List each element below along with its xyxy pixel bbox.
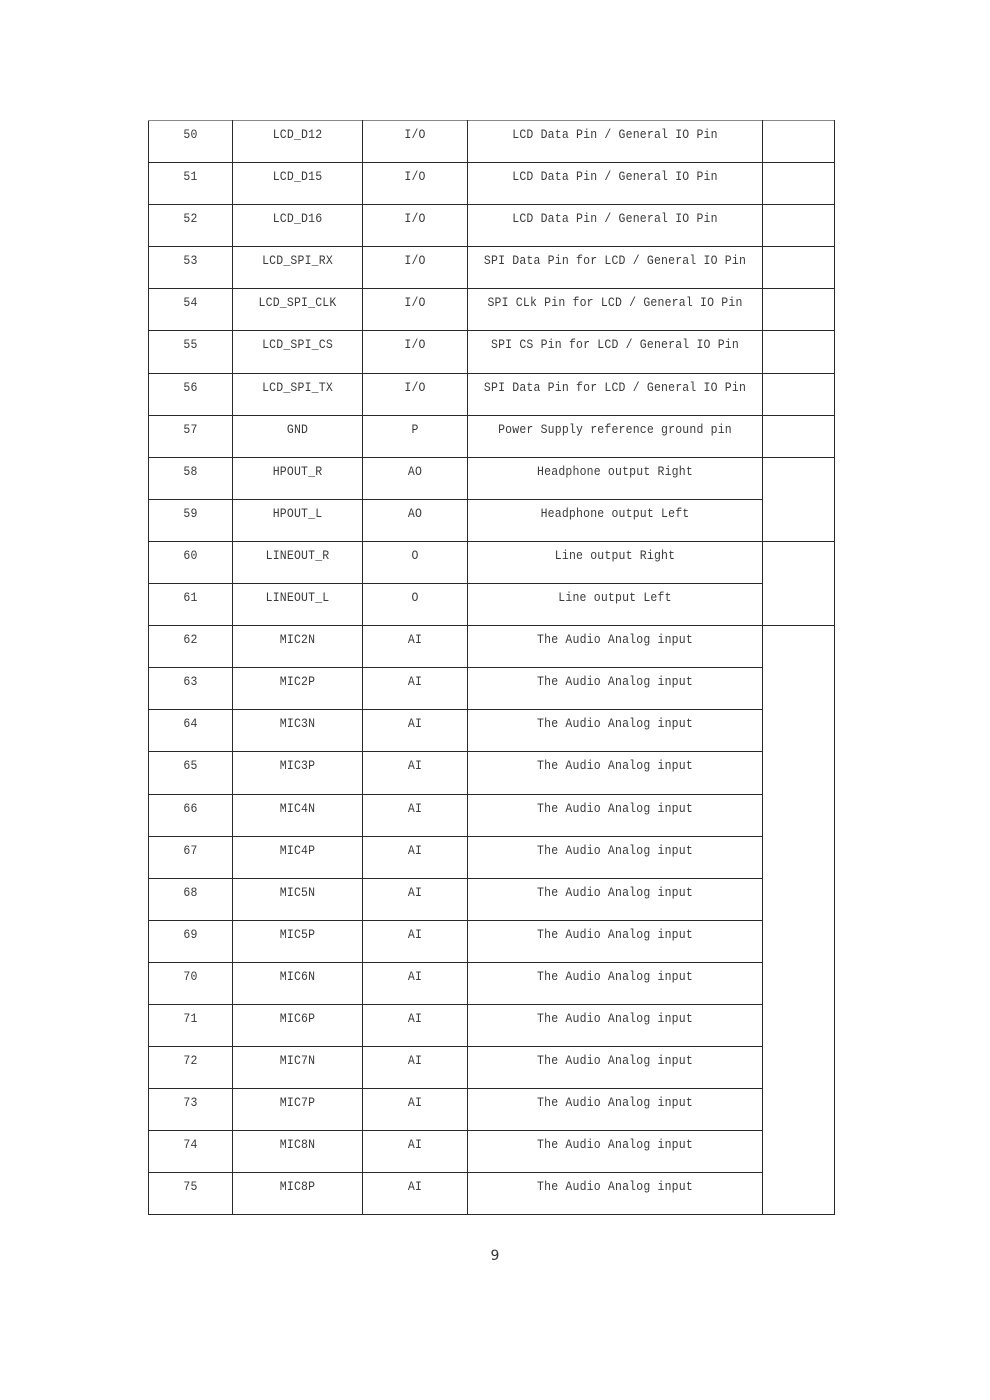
pin-number-cell: 61 — [149, 584, 233, 626]
pin-note-cell — [763, 373, 835, 415]
pin-number-cell: 51 — [149, 163, 233, 205]
pin-number-cell: 50 — [149, 121, 233, 163]
pin-type-cell: AI — [363, 1047, 468, 1089]
pin-name-cell: HPOUT_R — [233, 457, 363, 499]
pin-type-cell: AI — [363, 668, 468, 710]
pin-type-cell: AI — [363, 962, 468, 1004]
pin-name-cell: LCD_D15 — [233, 163, 363, 205]
pin-name-cell: LINEOUT_L — [233, 584, 363, 626]
pin-type-cell: I/O — [363, 163, 468, 205]
pin-type-cell: AI — [363, 794, 468, 836]
pin-name-cell: MIC7P — [233, 1089, 363, 1131]
pin-description-cell: The Audio Analog input — [468, 1173, 763, 1215]
pin-number-cell: 68 — [149, 878, 233, 920]
pin-name-cell: MIC2N — [233, 626, 363, 668]
pin-description-cell: The Audio Analog input — [468, 836, 763, 878]
pin-name-cell: MIC4P — [233, 836, 363, 878]
pin-description-cell: LCD Data Pin / General IO Pin — [468, 121, 763, 163]
pin-description-cell: The Audio Analog input — [468, 878, 763, 920]
pin-name-cell: LCD_D16 — [233, 205, 363, 247]
pin-name-cell: MIC8P — [233, 1173, 363, 1215]
pin-description-cell: SPI CLk Pin for LCD / General IO Pin — [468, 289, 763, 331]
pin-number-cell: 64 — [149, 710, 233, 752]
pin-note-cell — [763, 289, 835, 331]
pin-number-cell: 70 — [149, 962, 233, 1004]
pin-name-cell: MIC3N — [233, 710, 363, 752]
table-row — [149, 752, 835, 794]
table-row — [149, 584, 835, 626]
pin-type-cell: I/O — [363, 247, 468, 289]
table-row — [149, 247, 835, 289]
pin-description-cell: The Audio Analog input — [468, 1089, 763, 1131]
pin-type-cell: AO — [363, 499, 468, 541]
pin-number-cell: 62 — [149, 626, 233, 668]
pin-description-cell: LCD Data Pin / General IO Pin — [468, 205, 763, 247]
table-row — [149, 836, 835, 878]
pin-table-body — [149, 121, 835, 1215]
pin-type-cell: AI — [363, 710, 468, 752]
table-row — [149, 499, 835, 541]
pin-definition-table — [148, 120, 835, 1215]
pin-name-cell: LCD_SPI_RX — [233, 247, 363, 289]
pin-note-cell — [763, 163, 835, 205]
pin-type-cell: AI — [363, 878, 468, 920]
table-row — [149, 1004, 835, 1046]
pin-description-cell: SPI CS Pin for LCD / General IO Pin — [468, 331, 763, 373]
pin-note-cell-merged — [763, 457, 835, 541]
pin-description-cell: The Audio Analog input — [468, 1131, 763, 1173]
table-row — [149, 1131, 835, 1173]
pin-note-cell — [763, 247, 835, 289]
pin-name-cell: MIC3P — [233, 752, 363, 794]
table-row — [149, 331, 835, 373]
pin-number-cell: 52 — [149, 205, 233, 247]
table-row — [149, 794, 835, 836]
pin-number-cell: 63 — [149, 668, 233, 710]
pin-number-cell: 57 — [149, 415, 233, 457]
pin-number-cell: 67 — [149, 836, 233, 878]
table-row — [149, 1047, 835, 1089]
pin-number-cell: 71 — [149, 1004, 233, 1046]
pin-type-cell: P — [363, 415, 468, 457]
pin-number-cell: 58 — [149, 457, 233, 499]
table-row — [149, 415, 835, 457]
pin-type-cell: AI — [363, 1089, 468, 1131]
pin-description-cell: Headphone output Left — [468, 499, 763, 541]
table-row — [149, 878, 835, 920]
pin-number-cell: 65 — [149, 752, 233, 794]
table-row — [149, 962, 835, 1004]
pin-description-cell: SPI Data Pin for LCD / General IO Pin — [468, 373, 763, 415]
table-row — [149, 668, 835, 710]
pin-number-cell: 55 — [149, 331, 233, 373]
pin-number-cell: 60 — [149, 541, 233, 583]
pin-type-cell: AI — [363, 752, 468, 794]
table-row — [149, 163, 835, 205]
pin-number-cell: 75 — [149, 1173, 233, 1215]
pin-description-cell: Headphone output Right — [468, 457, 763, 499]
table-row — [149, 205, 835, 247]
table-row — [149, 1089, 835, 1131]
pin-number-cell: 53 — [149, 247, 233, 289]
pin-type-cell: I/O — [363, 205, 468, 247]
pin-name-cell: MIC2P — [233, 668, 363, 710]
pin-type-cell: I/O — [363, 289, 468, 331]
pin-note-cell-merged — [763, 541, 835, 625]
table-row — [149, 1173, 835, 1215]
pin-description-cell: LCD Data Pin / General IO Pin — [468, 163, 763, 205]
pin-name-cell: MIC4N — [233, 794, 363, 836]
pin-type-cell: AI — [363, 920, 468, 962]
pin-description-cell: The Audio Analog input — [468, 1047, 763, 1089]
table-row — [149, 289, 835, 331]
pin-note-cell — [763, 205, 835, 247]
pin-description-cell: The Audio Analog input — [468, 1004, 763, 1046]
table-row — [149, 457, 835, 499]
pin-note-cell — [763, 121, 835, 163]
pin-number-cell: 59 — [149, 499, 233, 541]
pin-number-cell: 73 — [149, 1089, 233, 1131]
pin-description-cell: Line output Left — [468, 584, 763, 626]
pin-description-cell: The Audio Analog input — [468, 626, 763, 668]
table-row — [149, 920, 835, 962]
pin-type-cell: O — [363, 584, 468, 626]
pin-description-cell: The Audio Analog input — [468, 668, 763, 710]
pin-name-cell: MIC7N — [233, 1047, 363, 1089]
pin-description-cell: The Audio Analog input — [468, 710, 763, 752]
pin-name-cell: GND — [233, 415, 363, 457]
table-row — [149, 541, 835, 583]
pin-number-cell: 66 — [149, 794, 233, 836]
page-number: 9 — [490, 1248, 500, 1264]
pin-name-cell: MIC6N — [233, 962, 363, 1004]
pin-name-cell: LCD_SPI_TX — [233, 373, 363, 415]
table-row — [149, 626, 835, 668]
pin-number-cell: 72 — [149, 1047, 233, 1089]
pin-description-cell: Power Supply reference ground pin — [468, 415, 763, 457]
pin-name-cell: LINEOUT_R — [233, 541, 363, 583]
pin-name-cell: HPOUT_L — [233, 499, 363, 541]
pin-name-cell: MIC5N — [233, 878, 363, 920]
pin-type-cell: AI — [363, 1004, 468, 1046]
pin-note-cell — [763, 415, 835, 457]
pin-note-cell — [763, 331, 835, 373]
pin-type-cell: I/O — [363, 121, 468, 163]
table-row — [149, 710, 835, 752]
pin-type-cell: AI — [363, 1131, 468, 1173]
pin-description-cell: The Audio Analog input — [468, 920, 763, 962]
pin-description-cell: The Audio Analog input — [468, 752, 763, 794]
pin-description-cell: The Audio Analog input — [468, 794, 763, 836]
pin-type-cell: I/O — [363, 331, 468, 373]
pin-type-cell: AI — [363, 626, 468, 668]
pin-number-cell: 74 — [149, 1131, 233, 1173]
pin-type-cell: AI — [363, 836, 468, 878]
pin-note-cell-merged — [763, 626, 835, 1215]
pin-name-cell: MIC6P — [233, 1004, 363, 1046]
pin-name-cell: MIC5P — [233, 920, 363, 962]
pin-name-cell: LCD_SPI_CS — [233, 331, 363, 373]
pin-description-cell: SPI Data Pin for LCD / General IO Pin — [468, 247, 763, 289]
pin-description-cell: The Audio Analog input — [468, 962, 763, 1004]
pin-name-cell: MIC8N — [233, 1131, 363, 1173]
pin-type-cell: AO — [363, 457, 468, 499]
pin-number-cell: 54 — [149, 289, 233, 331]
table-row — [149, 121, 835, 163]
pin-name-cell: LCD_SPI_CLK — [233, 289, 363, 331]
pin-number-cell: 69 — [149, 920, 233, 962]
pin-description-cell: Line output Right — [468, 541, 763, 583]
pin-type-cell: O — [363, 541, 468, 583]
pin-number-cell: 56 — [149, 373, 233, 415]
pin-type-cell: AI — [363, 1173, 468, 1215]
pin-name-cell: LCD_D12 — [233, 121, 363, 163]
table-row — [149, 373, 835, 415]
pin-type-cell: I/O — [363, 373, 468, 415]
